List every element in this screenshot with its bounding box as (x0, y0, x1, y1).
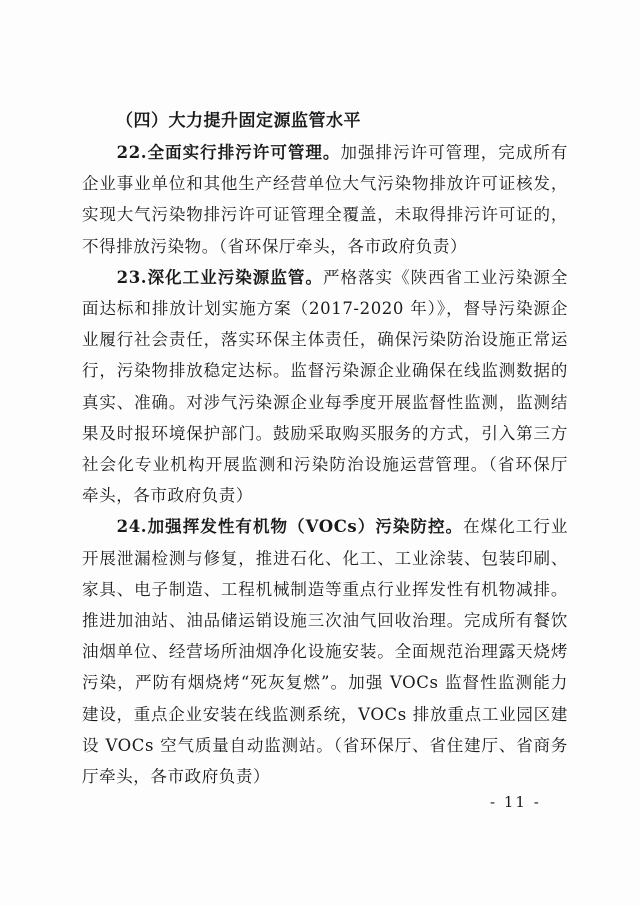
paragraph-24-body: 在煤化工行业开展泄漏检测与修复，推进石化、化工、工业涂装、包装印刷、家具、电子制造、工程机械制造等重点行业挥发性有机物减排。推进加油站、油品储运销设施三次油气回收治理。完成所有餐饮油烟单位、经营场所油烟净化设施安装。全面规范治理露天烧烤污染，严防有烟烧烤“死灰复燃”。加强 VOCs 监督性监测能力建设，重点企业安装在线监测系统，VOCs 排放重点工业园区建设 VOCs 空气质量自动监测站。（省环保厅、省住建厅、省商务厅牵头，各市政府负责） (82, 517, 568, 787)
paragraph-22 (82, 137, 568, 262)
paragraph-22-body: 加强排污许可管理，完成所有企业事业单位和其他生产经营单位大气污染物排放许可证核发，实现大气污染物排污许可证管理全覆盖，未取得排污许可证的，不得排放污染物。（省环保厅牵头，各市政府负责） (82, 143, 568, 256)
paragraph-23-lead: 23.深化工业污染源监管。 (116, 267, 323, 287)
section-heading: （四）大力提升固定源监管水平 (116, 111, 361, 131)
paragraph-23-body: 严格落实《陕西省工业污染源全面达标和排放计划实施方案（2017-2020 年）》，督导污染源企业履行社会责任，落实环保主体责任，确保污染防治设施正常运行，污染物排放稳定达标。监督污染源企业确保在线监测数据的真实、准确。对涉气污染源企业每季度开展监督性监测，监测结果及时报环境保护部门。鼓励采取购买服务的方式，引入第三方社会化专业机构开展监测和污染防治设施运营管理。（省环保厅牵头，各市政府负责） (82, 267, 568, 506)
paragraph-24 (82, 511, 568, 792)
paragraph-23 (82, 262, 568, 512)
page-number: - 11 - (490, 793, 541, 811)
paragraph-22-lead: 22.全面实行排污许可管理。 (116, 143, 341, 162)
document-body (82, 106, 568, 792)
paragraph-24-lead: 24.加强挥发性有机物（VOCs）污染防控。 (116, 517, 464, 537)
